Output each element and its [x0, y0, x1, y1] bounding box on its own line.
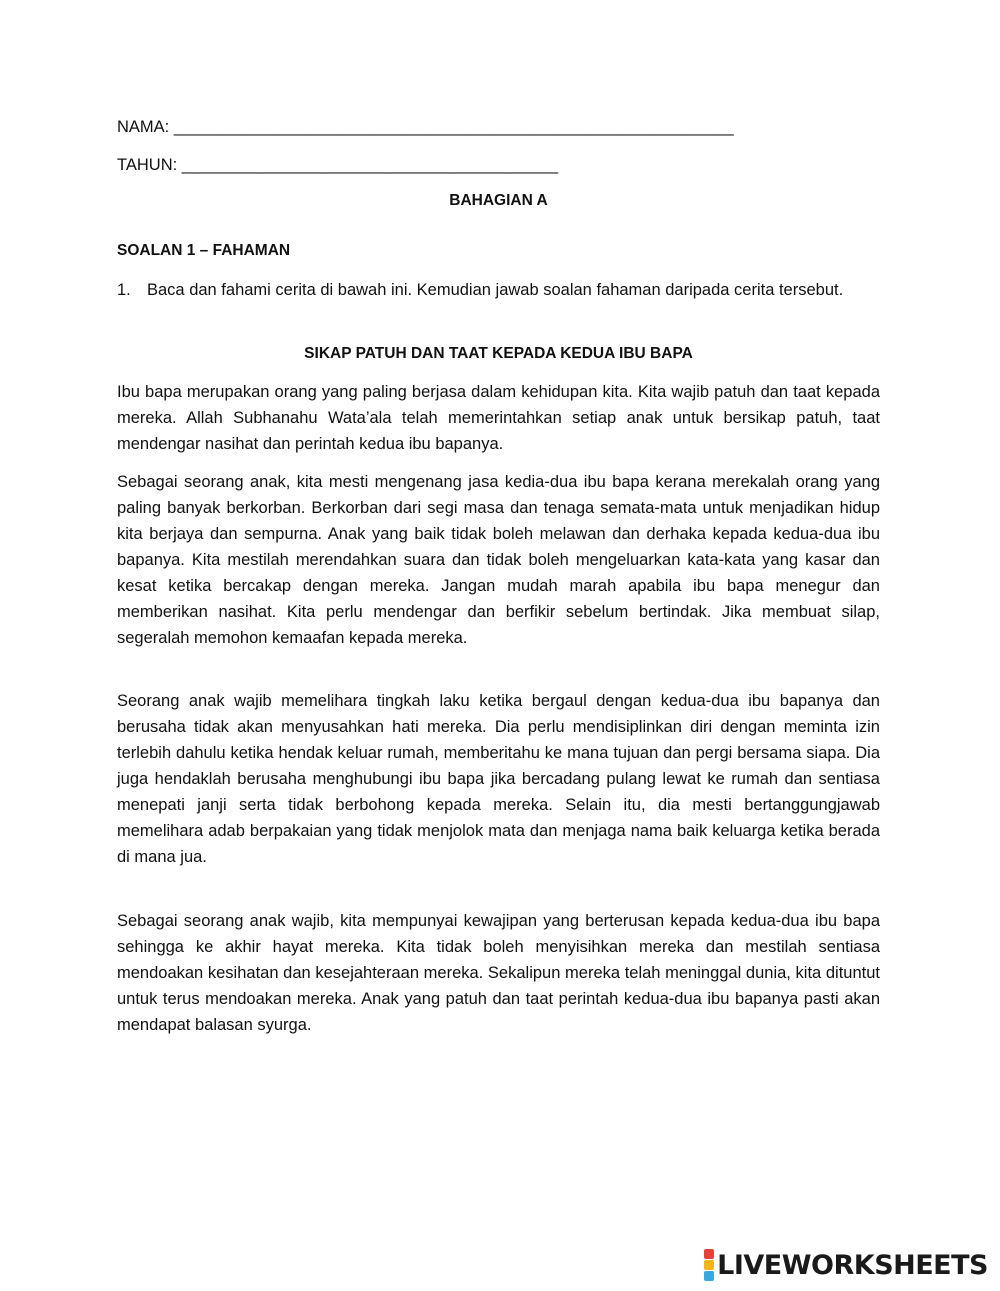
paragraph-4: Sebagai seorang anak wajib, kita mempunyai kewajipan yang berterusan kepada kedua-dua ibu bapa sehingga ke akhir hayat mereka. Kita tidak boleh menyisihkan mereka dan mestilah sentiasa mendoakan kesihatan dan kesejahteraan mereka. Sekalipun mereka telah meninggal dunia, kita dituntut untuk terus mendoakan mereka. Anak yang patuh dan taat perintah kedua-dua ibu bapanya pasti akan mendapat balasan syurga. [117, 912, 880, 1034]
question-heading: SOALAN 1 – FAHAMAN [117, 242, 291, 259]
instruction-text: Baca dan fahami cerita di bawah ini. Kemudian jawab soalan fahaman daripada cerita tersebut. [147, 281, 844, 299]
logo-block [704, 1271, 714, 1281]
paragraph-3: Seorang anak wajib memelihara tingkah laku ketika bergaul dengan kedua-dua ibu bapanya dan berusaha tidak akan menyusahkan hati mereka. Dia perlu mendisiplinkan diri dengan meminta izin terlebih dahulu ketika hendak keluar rumah, memberitahu ke mana tujuan dan pergi bersama siapa. Dia juga hendaklah berusaha menghubungi ibu bapa jika bercadang pulang lewat ke rumah dan sentiasa menepati janji serta tidak berbohong kepada mereka. Selain itu, dia mesti bertanggungjawab memelihara adab berpakaian yang tidak menjolok mata dan menjaga nama baik keluarga ketika berada di mana jua. [117, 692, 880, 866]
liveworksheets-logo [704, 1249, 988, 1281]
year-field [117, 156, 558, 175]
year-label: TAHUN: [117, 156, 178, 174]
name-label: NAMA: [117, 118, 170, 136]
name-blank: _____________________________________________________________ [173, 118, 734, 136]
paragraph-2: Sebagai seorang anak, kita mesti mengenang jasa kedia-dua ibu bapa kerana merekalah orang yang paling banyak berkorban. Berkorban dari segi masa dan tenaga semata-mata untuk menjadikan hidup kita berjaya dan sempurna. Anak yang baik tidak boleh melawan dan derhaka kepada kedua-dua ibu bapanya. Kita mestilah merendahkan suara dan tidak boleh mengeluarkan kata-kata yang kasar dan kesat ketika bercakap dengan mereka. Jangan mudah marah apabila ibu bapa menegur dan memberikan nasihat. Kita perlu mendengar dan berfikir sebelum bertindak. Jika membuat silap, segeralah memohon kemaafan kepada mereka. [117, 473, 880, 647]
name-field [117, 118, 734, 137]
year-blank: _________________________________________ [181, 156, 559, 174]
logo-text: LIVEWORKSHEETS [717, 1249, 988, 1281]
logo-blocks-icon [704, 1249, 714, 1281]
paragraph-1: Ibu bapa merupakan orang yang paling berjasa dalam kehidupan kita. Kita wajib patuh dan taat kepada mereka. Allah Subhanahu Wata’ala telah memerintahkan setiap anak untuk bersikap patuh, taat mendengar nasihat dan perintah kedua ibu bapanya. [117, 383, 880, 453]
story-title: SIKAP PATUH DAN TAAT KEPADA KEDUA IBU BAPA [304, 345, 693, 362]
logo-block [704, 1260, 714, 1270]
section-title: BAHAGIAN A [449, 192, 548, 209]
instruction-number: 1. [117, 281, 131, 299]
instruction [117, 277, 880, 303]
logo-block [704, 1249, 714, 1259]
